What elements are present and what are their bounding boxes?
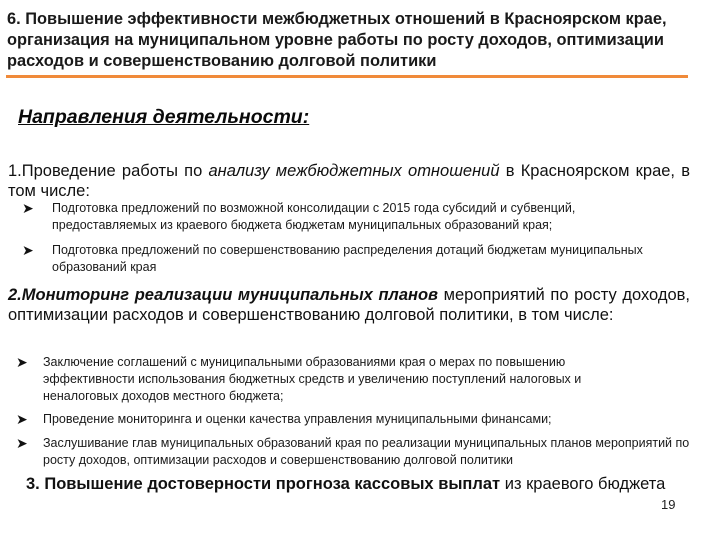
slide-title: 6. Повышение эффективности межбюджетных отношений в Красноярском крае, организация на муниципальном уровне работы по росту доходов, оптимизации расходов и совершенствованию долговой политики — [7, 10, 667, 70]
section3-lead-tail: из краевого бюджета — [500, 475, 666, 493]
title-divider — [6, 75, 688, 78]
arrow-bullet-icon: ➤ — [22, 242, 34, 258]
section1-lead — [8, 161, 690, 201]
section2-lead-tail: мероприятий по росту доходов, оптимизации расходов и совершенствованию долговой политики, в том числе: — [8, 286, 690, 324]
section1-lead-tail: в Красноярском крае, в том числе: — [8, 162, 690, 200]
page-number: 19 — [661, 497, 676, 512]
section1-bullet-1: Подготовка предложений по возможной консолидации с 2015 года субсидий и субвенций, предоставляемых из краевого бюджета бюджетам муниципальных образований края; — [52, 201, 576, 232]
arrow-bullet-icon: ➤ — [16, 435, 28, 451]
section1-lead-italic: анализу межбюджетных отношений — [208, 162, 500, 180]
section2-lead-bold: 2.Мониторинг реализации муниципальных планов — [8, 286, 439, 304]
section-subheading: Направления деятельности: — [18, 106, 310, 128]
arrow-bullet-icon: ➤ — [22, 200, 34, 216]
arrow-bullet-icon: ➤ — [16, 354, 28, 370]
section3-lead — [26, 474, 666, 494]
section2-bullet-2: Проведение мониторинга и оценки качества управления муниципальными финансами; — [43, 412, 552, 426]
section2-lead — [8, 285, 690, 325]
arrow-bullet-icon: ➤ — [16, 411, 28, 427]
section1-bullet-2: Подготовка предложений по совершенствованию распределения дотаций бюджетам муниципальных образований края — [52, 243, 643, 274]
section2-bullet-3: Заслушивание глав муниципальных образований края по реализации муниципальных планов мероприятий по росту доходов, оптимизации расходов и совершенствованию долговой политики — [43, 436, 690, 467]
section2-bullet-1: Заключение соглашений с муниципальными образованиями края о мерах по повышению эффективности использования бюджетных средств и увеличению поступлений налоговых и неналоговых доходов местного бюджета; — [43, 355, 582, 403]
section3-lead-bold: 3. Повышение достоверности прогноза кассовых выплат — [26, 475, 501, 493]
section1-lead-plain: 1.Проведение работы по — [8, 162, 209, 180]
